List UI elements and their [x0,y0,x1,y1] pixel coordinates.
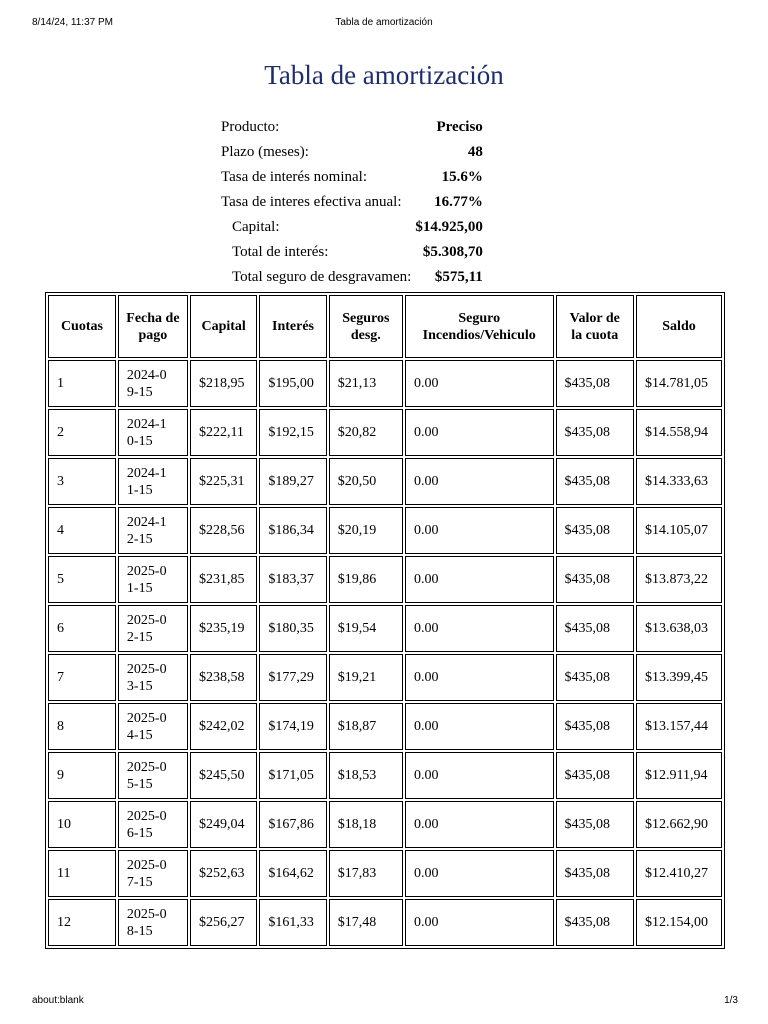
cell-cuota-number: 11 [48,850,116,897]
print-header [0,17,768,31]
table-row [48,360,722,407]
header-cuotas: Cuotas [48,295,116,358]
fecha-pago-text: 2024-09-15 [126,367,167,400]
print-page-number: 1/3 [724,995,738,1006]
cell-seguros-desg: $19,86 [329,556,403,603]
cell-fecha-pago [118,703,188,750]
cell-saldo: $13.638,03 [636,605,722,652]
table-row [48,605,722,652]
cell-cuota-number: 5 [48,556,116,603]
cell-interes: $167,86 [259,801,326,848]
cell-fecha-pago [118,409,188,456]
summary-label: Tasa de interes efectiva anual: [221,194,402,210]
summary-label: Plazo (meses): [221,144,309,160]
cell-saldo: $14.333,63 [636,458,722,505]
cell-seguros-desg: $19,54 [329,605,403,652]
cell-fecha-pago [118,605,188,652]
header-valor-de-la-cuota [556,295,635,358]
cell-valor-cuota: $435,08 [556,556,635,603]
fecha-pago-text: 2025-08-15 [126,906,167,939]
cell-cuota-number: 9 [48,752,116,799]
cell-fecha-pago [118,458,188,505]
cell-valor-cuota: $435,08 [556,654,635,701]
cell-capital: $218,95 [190,360,257,407]
table-row [48,899,722,946]
cell-cuota-number: 10 [48,801,116,848]
cell-valor-cuota: $435,08 [556,605,635,652]
table-row [48,458,722,505]
cell-valor-cuota: $435,08 [556,703,635,750]
cell-fecha-pago [118,899,188,946]
summary-value: $575,11 [434,269,483,285]
summary-value: $14.925,00 [415,219,483,235]
cell-seguro-incendios: 0.00 [405,752,554,799]
fecha-pago-text: 2025-03-15 [126,661,167,694]
summary-label: Total de interés: [232,244,329,260]
table-row [48,556,722,603]
cell-valor-cuota: $435,08 [556,409,635,456]
cell-seguros-desg: $17,83 [329,850,403,897]
fecha-pago-text: 2025-07-15 [126,857,167,890]
cell-valor-cuota: $435,08 [556,458,635,505]
cell-saldo: $14.781,05 [636,360,722,407]
fecha-pago-text: 2025-02-15 [126,612,167,645]
cell-seguros-desg: $17,48 [329,899,403,946]
cell-interes: $174,19 [259,703,326,750]
fecha-pago-text: 2025-05-15 [126,759,167,792]
cell-saldo: $12.911,94 [636,752,722,799]
print-footer [0,995,768,1009]
cell-valor-cuota: $435,08 [556,801,635,848]
cell-capital: $228,56 [190,507,257,554]
cell-seguro-incendios: 0.00 [405,507,554,554]
cell-capital: $235,19 [190,605,257,652]
cell-cuota-number: 12 [48,899,116,946]
cell-saldo: $14.105,07 [636,507,722,554]
cell-interes: $192,15 [259,409,326,456]
summary-row [220,117,484,138]
table-row [48,850,722,897]
summary-value: Preciso [436,119,483,135]
summary-row [220,142,484,163]
header-seguros-desg [329,295,403,358]
header-seguros-desg-label: Seguros desg. [342,310,390,343]
cell-interes: $180,35 [259,605,326,652]
header-fecha-de-pago-label: Fecha de pago [126,310,180,343]
header-seguro-incendios-vehiculo [405,295,554,358]
cell-interes: $183,37 [259,556,326,603]
cell-cuota-number: 3 [48,458,116,505]
cell-capital: $242,02 [190,703,257,750]
summary-value: 15.6% [441,169,483,185]
table-header-row [48,295,722,358]
cell-valor-cuota: $435,08 [556,360,635,407]
header-seguro-incendios-label: Seguro Incendios/Vehiculo [422,310,536,343]
cell-cuota-number: 1 [48,360,116,407]
cell-valor-cuota: $435,08 [556,752,635,799]
cell-seguros-desg: $20,82 [329,409,403,456]
table-row [48,801,722,848]
cell-capital: $249,04 [190,801,257,848]
cell-fecha-pago [118,654,188,701]
summary-row [220,192,484,213]
cell-interes: $195,00 [259,360,326,407]
table-row [48,409,722,456]
summary-value: 16.77% [434,194,483,210]
cell-seguro-incendios: 0.00 [405,458,554,505]
summary-value: 48 [467,144,483,160]
cell-valor-cuota: $435,08 [556,850,635,897]
cell-fecha-pago [118,556,188,603]
header-capital: Capital [190,295,257,358]
cell-interes: $186,34 [259,507,326,554]
cell-saldo: $13.399,45 [636,654,722,701]
cell-seguro-incendios: 0.00 [405,654,554,701]
table-row [48,654,722,701]
cell-seguros-desg: $19,21 [329,654,403,701]
cell-fecha-pago [118,752,188,799]
cell-fecha-pago [118,360,188,407]
cell-capital: $256,27 [190,899,257,946]
header-fecha-de-pago [118,295,188,358]
summary-label: Producto: [221,119,280,135]
table-row [48,507,722,554]
table-row [48,752,722,799]
table-row [48,703,722,750]
cell-fecha-pago [118,801,188,848]
cell-seguro-incendios: 0.00 [405,703,554,750]
cell-cuota-number: 6 [48,605,116,652]
cell-interes: $171,05 [259,752,326,799]
fecha-pago-text: 2024-12-15 [126,514,167,547]
cell-capital: $225,31 [190,458,257,505]
cell-valor-cuota: $435,08 [556,899,635,946]
cell-seguros-desg: $21,13 [329,360,403,407]
cell-interes: $177,29 [259,654,326,701]
cell-seguro-incendios: 0.00 [405,409,554,456]
cell-capital: $238,58 [190,654,257,701]
cell-capital: $252,63 [190,850,257,897]
fecha-pago-text: 2025-06-15 [126,808,167,841]
cell-cuota-number: 2 [48,409,116,456]
cell-seguros-desg: $20,19 [329,507,403,554]
summary-row [220,267,484,288]
fecha-pago-text: 2025-01-15 [126,563,167,596]
document-title: Tabla de amortización [264,60,504,90]
cell-saldo: $14.558,94 [636,409,722,456]
cell-seguro-incendios: 0.00 [405,605,554,652]
cell-cuota-number: 7 [48,654,116,701]
fecha-pago-text: 2025-04-15 [126,710,167,743]
print-url: about:blank [32,995,84,1006]
summary-label: Capital: [232,219,280,235]
amortization-table [45,292,725,949]
header-interes: Interés [259,295,326,358]
print-page-title: Tabla de amortización [335,17,433,28]
fecha-pago-text: 2024-11-15 [126,465,167,498]
cell-saldo: $12.410,27 [636,850,722,897]
cell-seguro-incendios: 0.00 [405,850,554,897]
cell-saldo: $13.157,44 [636,703,722,750]
cell-cuota-number: 4 [48,507,116,554]
loan-summary [218,113,486,292]
cell-seguro-incendios: 0.00 [405,899,554,946]
cell-seguros-desg: $20,50 [329,458,403,505]
summary-row [220,217,484,238]
cell-seguro-incendios: 0.00 [405,556,554,603]
cell-fecha-pago [118,850,188,897]
summary-value: $5.308,70 [422,244,483,260]
cell-saldo: $12.662,90 [636,801,722,848]
cell-seguros-desg: $18,53 [329,752,403,799]
cell-seguro-incendios: 0.00 [405,360,554,407]
summary-label: Total seguro de desgravamen: [232,269,412,285]
print-datetime: 8/14/24, 11:37 PM [32,17,113,28]
cell-interes: $161,33 [259,899,326,946]
cell-saldo: $13.873,22 [636,556,722,603]
cell-interes: $189,27 [259,458,326,505]
header-saldo: Saldo [636,295,722,358]
cell-capital: $231,85 [190,556,257,603]
cell-interes: $164,62 [259,850,326,897]
fecha-pago-text: 2024-10-15 [126,416,167,449]
cell-seguros-desg: $18,18 [329,801,403,848]
cell-seguros-desg: $18,87 [329,703,403,750]
header-valor-cuota-label: Valor de la cuota [569,310,620,343]
cell-cuota-number: 8 [48,703,116,750]
cell-valor-cuota: $435,08 [556,507,635,554]
summary-row [220,167,484,188]
summary-label: Tasa de interés nominal: [221,169,367,185]
cell-capital: $222,11 [190,409,257,456]
cell-capital: $245,50 [190,752,257,799]
summary-row [220,242,484,263]
cell-saldo: $12.154,00 [636,899,722,946]
cell-fecha-pago [118,507,188,554]
cell-seguro-incendios: 0.00 [405,801,554,848]
